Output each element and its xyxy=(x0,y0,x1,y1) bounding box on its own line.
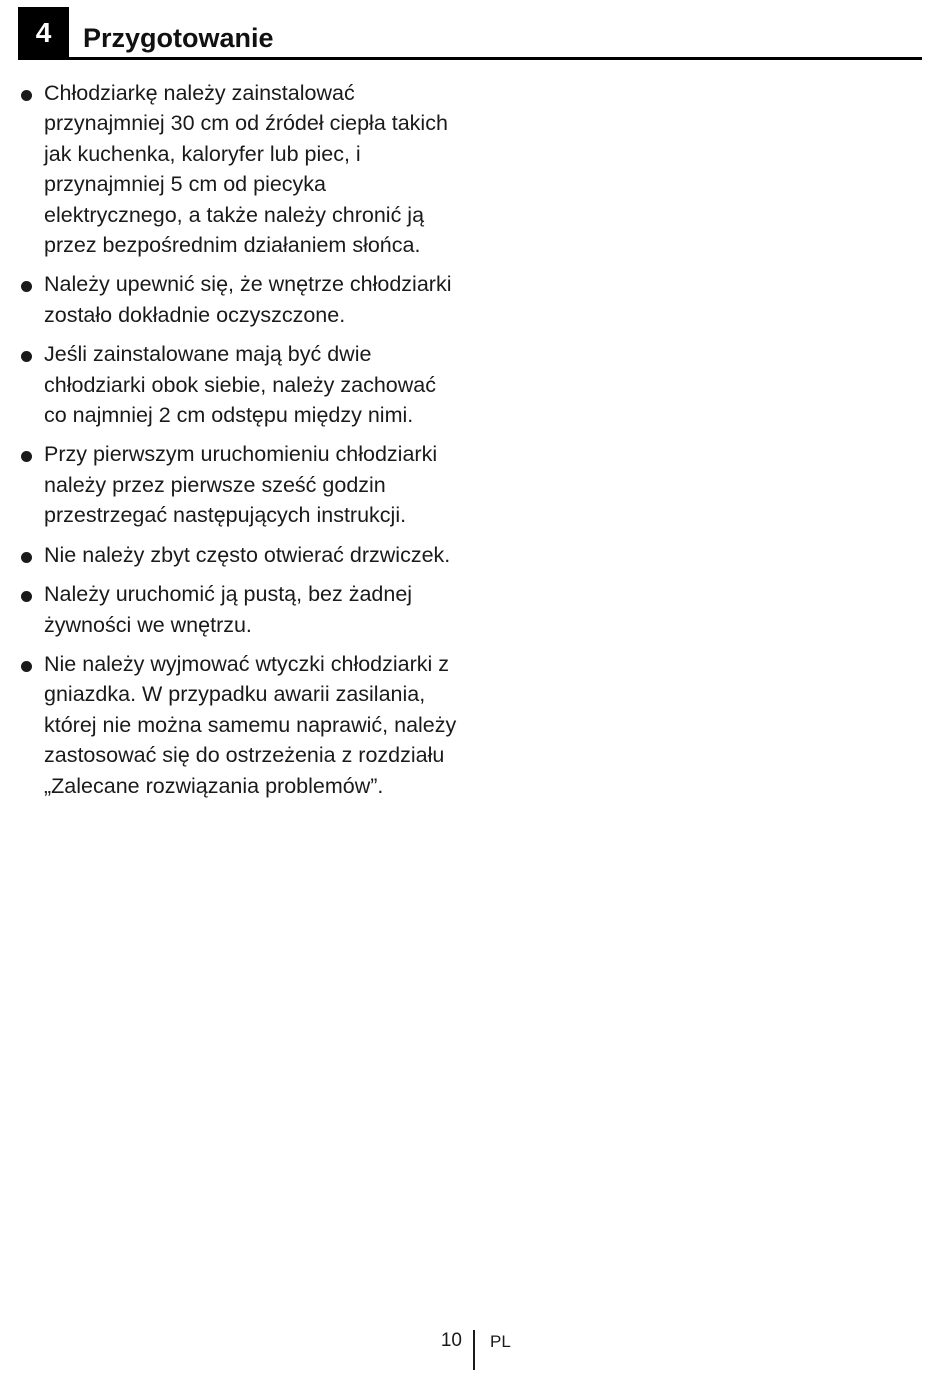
bullet-dot-icon xyxy=(21,281,32,292)
bullet-dot-icon xyxy=(21,351,32,362)
list-item-text: Przy pierwszym uruchomieniu chłodziarki należy przez pierwsze sześć godzin przestrzegać następujących instrukcji. xyxy=(44,442,438,528)
list-item-text: Należy uruchomić ją pustą, bez żadnej żywności we wnętrzu. xyxy=(44,582,413,637)
list-item xyxy=(18,649,458,801)
bullet-dot-icon xyxy=(21,451,32,462)
language-code: PL xyxy=(490,1332,511,1351)
bullet-dot-icon xyxy=(21,661,32,672)
list-item-text: Jeśli zainstalowane mają być dwie chłodziarki obok siebie, należy zachować co najmniej 2 cm odstępu między nimi. xyxy=(44,342,436,428)
chapter-number-badge: 4 xyxy=(18,7,69,58)
footer-divider xyxy=(473,1330,475,1370)
list-item xyxy=(18,339,458,430)
list-item-text: Nie należy wyjmować wtyczki chłodziarki z gniazdka. W przypadku awarii zasilania, której nie można samemu naprawić, należy zastosować się do ostrzeżenia z rozdziału „Zalecane rozwiązania problemów”. xyxy=(44,651,457,798)
header-divider xyxy=(18,57,922,60)
list-item xyxy=(18,439,458,530)
list-item-text: Należy upewnić się, że wnętrze chłodziarki zostało dokładnie oczyszczone. xyxy=(44,272,452,327)
chapter-header xyxy=(18,7,922,60)
page-number: 10 xyxy=(440,1330,462,1351)
bullet-dot-icon xyxy=(21,90,32,101)
list-item xyxy=(18,540,458,570)
list-item xyxy=(18,269,458,330)
list-item xyxy=(18,579,458,640)
page-footer xyxy=(0,1320,950,1380)
list-item-text: Chłodziarkę należy zainstalować przynajmniej 30 cm od źródeł ciepła takich jak kuchenka, kaloryfer lub piec, i przynajmniej 5 cm od piecyka elektrycznego, a także należy chronić ją przez bezpośrednim działaniem słońca. xyxy=(44,81,448,258)
bullet-dot-icon xyxy=(21,552,32,563)
chapter-title: Przygotowanie xyxy=(83,23,274,53)
bullet-list xyxy=(18,78,458,810)
list-item-text: Nie należy zbyt często otwierać drzwiczek. xyxy=(44,542,451,567)
list-item xyxy=(18,78,458,260)
bullet-dot-icon xyxy=(21,591,32,602)
